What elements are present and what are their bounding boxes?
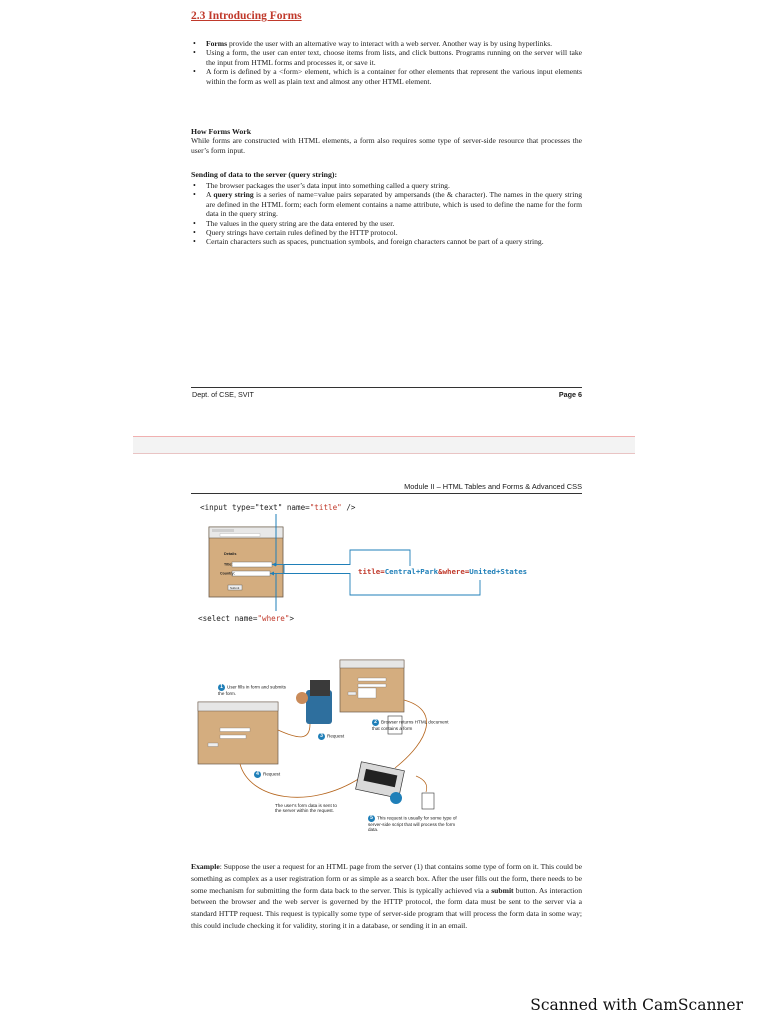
section-title: 2.3 Introducing Forms — [191, 10, 302, 22]
query-string-bullet-list — [191, 181, 582, 247]
request-arrow-3 — [278, 724, 310, 737]
server-script-icon — [390, 792, 402, 804]
figure-step-1-label: 1 User fills in form and submits the form. — [218, 684, 286, 696]
request-arrow-4 — [240, 764, 360, 797]
camscanner-watermark: Scanned with CamScanner — [530, 996, 743, 1014]
monitor-illustration — [310, 680, 330, 696]
intro-bullet-list — [191, 39, 582, 86]
figure-step-4-label: 4 Request — [254, 771, 314, 778]
figure-country-label: Country: — [220, 571, 235, 576]
list-item: • Query strings have certain rules defined by the HTTP protocol. — [191, 228, 582, 237]
list-item: • A query string is a series of name=value pairs separated by ampersands (the & character). The names in the query string are defined in the HTML form; each form element contains a name attribute, which is used to define the name for the form data in the query string. — [191, 190, 582, 218]
title-bracket — [284, 550, 410, 566]
figure-step-2-label: 2 Browser returns HTML document that contains a form — [372, 719, 449, 731]
subsection-heading: Sending of data to the server (query string): — [191, 170, 338, 179]
list-item: • Certain characters such as spaces, punctuation symbols, and foreign characters cannot be part of a query string. — [191, 237, 582, 246]
figure-data-note: The user’s form data is sent to the server within the request. — [275, 803, 337, 814]
figure-step-3-label: 3 Request — [318, 733, 378, 740]
query-string-example: title=Central+Park&where=United+States — [358, 567, 528, 576]
paragraph: While forms are constructed with HTML elements, a form also requires some type of server-side resource that processes the user’s form input. — [191, 136, 582, 155]
list-item: • The values in the query string are the data entered by the user. — [191, 219, 582, 228]
footer-department: Dept. of CSE, SVIT — [192, 390, 254, 399]
list-item: • Forms provide the user with an alternative way to interact with a web server. Another way is by using hyperlinks. — [191, 39, 582, 48]
title-input-box — [232, 562, 272, 567]
example-paragraph: Example: Suppose the user a request for an HTML page from the server (1) that contains some type of form on it. This could be something as complex as a user registration form or as simple as a search box. After the user fills out the form, there needs to be some mechanism for submitting the form data back to the server. This is typically achieved via a submit button. As interaction between the browser and the web server is governed by the HTTP protocol, the form data must be sent to the server via a standard HTTP request. This request is typically some type of server-side program that will process the form data in some way; this could include checking it for validity, storing it in a database, or sending it in an email. — [191, 862, 582, 930]
list-item: • A form is defined by a <form> element, which is a container for other elements that represent the various input elements within the form as well as plain text and almost any other HTML element. — [191, 67, 582, 86]
user-head — [296, 692, 308, 704]
where-bracket — [284, 574, 480, 596]
figure-submit-label: Submit — [230, 585, 240, 590]
code-input-element: <input type="text" name="title" /> — [200, 503, 356, 512]
form-to-query-string-figure — [190, 514, 590, 614]
footer-divider — [191, 387, 582, 388]
list-item: • Using a form, the user can enter text, choose items from lists, and click buttons. Programs running on the server will take the input from HTML forms and processes it, or save it. — [191, 48, 582, 67]
figure-title-label: Title: — [224, 562, 233, 567]
code-select-element: <select name="where"> — [198, 614, 295, 623]
script-document-icon — [422, 793, 434, 809]
module-header: Module II – HTML Tables and Forms & Advanced CSS — [404, 482, 582, 491]
figure-form-heading: Details — [224, 552, 237, 556]
document-page-6 — [0, 0, 768, 435]
address-bar — [220, 534, 260, 537]
page-separator — [133, 436, 635, 454]
country-select-box — [232, 571, 270, 576]
list-item: • The browser packages the user’s data input into something called a query string. — [191, 181, 582, 190]
figure-step-5-label: 5 This request is usually for some type of server-side script that will process the form data. — [368, 815, 457, 833]
subsection-heading: How Forms Work — [191, 127, 252, 136]
how-forms-work-section — [191, 127, 582, 155]
browser-window-form — [198, 702, 278, 764]
footer-page-number: Page 6 — [558, 390, 582, 399]
browser-tab — [212, 529, 234, 532]
header-divider — [191, 493, 582, 494]
example-label: Example — [191, 862, 220, 871]
